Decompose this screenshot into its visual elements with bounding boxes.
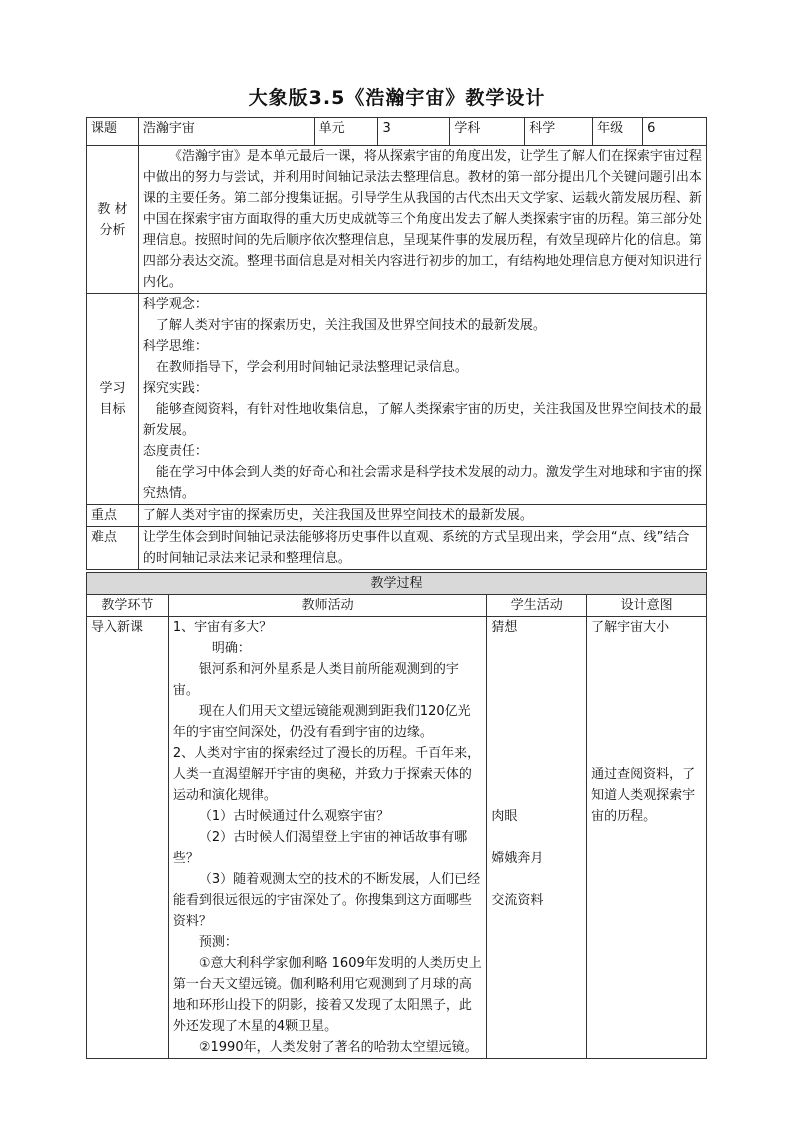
goals-label: 学习 目标	[87, 294, 139, 505]
unit-label: 单元	[314, 118, 378, 146]
topic-label: 课题	[87, 118, 139, 146]
student-change-e: 嫦娥奔月	[491, 851, 544, 866]
teacher-prediction-2: ②1990年，人类发射了著名的哈勃太空望远镜。	[198, 1040, 478, 1055]
design-intent-cell	[587, 617, 707, 1059]
process-header: 教学过程	[87, 573, 707, 595]
goal-heading-practice: 探究实践：	[142, 381, 208, 396]
intent-history: 通过查阅资料，了知道人类观探索宇宙的历程。	[591, 767, 696, 824]
goals-row	[87, 294, 707, 505]
teacher-prediction: 预测：	[198, 935, 238, 950]
col-teacher: 教师活动	[168, 595, 486, 617]
teaching-process-table	[86, 572, 707, 1059]
teacher-q2-3: （3）随着观测太空的技术的不断发展，人们已经能看到很远很远的宇宙深处了。你搜集到这方面哪些资料？	[172, 872, 481, 929]
document-title: 大象版3.5《浩瀚宇宙》教学设计	[248, 87, 546, 109]
teacher-q2: 2、人类对宇宙的探索经过了漫长的历程。千百年来，人类一直渴望解开宇宙的奥秘，并致力于探索天体的运动和演化规律。	[172, 746, 481, 803]
topic-value: 浩瀚宇宙	[138, 118, 314, 146]
process-row-intro	[87, 617, 707, 1059]
analysis-text: 《浩瀚宇宙》是本单元最后一课，将从探索宇宙的角度出发，让学生了解人们在探索宇宙过程中做出的努力与尝试，并利用时间轴记录法去整理信息。教材的第一部分提出几个关键问题引出本课的主要任务。第二部分搜集证据。引导学生从我国的古代杰出天文学家、运载火箭发展历程、新中国在探索宇宙方面取得的重大历史成就等三个角度出发去了解人类探索宇宙的历程。第三部分处理信息。按照时间的先后顺序依次整理信息，呈现某件事的发展历程，有效呈现碎片化的信息。第四部分表达交流。整理书面信息是对相关内容进行初步的加工，有结构地处理信息方便对知识进行内化。	[138, 146, 706, 294]
goal-text-attitude: 能在学习中体会到人类的好奇心和社会需求是科学技术发展的动力。激发学生对地球和宇宙的探究热情。	[142, 465, 702, 501]
stage-cell: 导入新课	[87, 617, 169, 1059]
teacher-prediction-1: ①意大利科学家伽利略 1609年发明的人类历史上第一台天文望远镜。伽利略利用它观测到了月球的高地和环形山投下的阴影，接着又发现了太阳黑子，此外还发现了木星的4颗卫星。	[172, 956, 482, 1034]
teacher-activity-cell	[168, 617, 486, 1059]
difficulty-row	[87, 527, 707, 570]
student-naked-eye: 肉眼	[491, 809, 518, 824]
unit-value: 3	[378, 118, 450, 146]
grade-value: 6	[643, 118, 707, 146]
lesson-info-table	[86, 117, 707, 570]
teacher-q1: 1、宇宙有多大？	[172, 620, 273, 635]
subject-label: 学科	[450, 118, 525, 146]
grade-label: 年级	[593, 118, 643, 146]
student-activity-cell	[487, 617, 587, 1059]
teacher-q2-2: （2）古时候人们渴望登上宇宙的神话故事有哪些？	[172, 830, 468, 866]
col-student: 学生活动	[487, 595, 587, 617]
analysis-row	[87, 146, 707, 294]
teacher-q1-answer2: 现在人们用天文望远镜能观测到距我们120亿光年的宇宙空间深处，仍没有看到宇宙的边缘。	[172, 704, 471, 740]
col-intent: 设计意图	[587, 595, 707, 617]
goal-text-thinking: 在教师指导下，学会利用时间轴记录法整理记录信息。	[155, 360, 468, 375]
teacher-q1-clarify: 明确：	[211, 641, 251, 656]
goal-heading-attitude: 态度责任：	[142, 444, 208, 459]
key-label: 重点	[87, 505, 139, 527]
difficulty-text: 让学生体会到时间轴记录法能够将历史事件以直观、系统的方式呈现出来，学会用“点、线”结合的时间轴记录法来记录和整理信息。	[138, 527, 706, 570]
goals-content	[138, 294, 706, 505]
goal-heading-concept: 科学观念：	[142, 297, 208, 312]
process-columns-row	[87, 595, 707, 617]
analysis-label: 教 材 分析	[87, 146, 139, 294]
goal-text-concept: 了解人类对宇宙的探索历史，关注我国及世界空间技术的最新发展。	[155, 318, 546, 333]
student-share: 交流资料	[491, 893, 544, 908]
teacher-q2-1: （1）古时候通过什么观察宇宙？	[198, 809, 390, 824]
key-row	[87, 505, 707, 527]
meta-row	[87, 118, 707, 146]
difficulty-label: 难点	[87, 527, 139, 570]
subject-value: 科学	[525, 118, 593, 146]
goal-heading-thinking: 科学思维：	[142, 339, 208, 354]
process-header-row	[87, 573, 707, 595]
teacher-q1-answer1: 银河系和河外星系是人类目前所能观测到的宇宙。	[172, 662, 459, 698]
intent-size: 了解宇宙大小	[591, 620, 670, 635]
student-guess: 猜想	[491, 620, 518, 635]
col-stage: 教学环节	[87, 595, 169, 617]
key-text: 了解人类对宇宙的探索历史，关注我国及世界空间技术的最新发展。	[138, 505, 706, 527]
goal-text-practice: 能够查阅资料，有针对性地收集信息，了解人类探索宇宙的历史，关注我国及世界空间技术的最新发展。	[142, 402, 702, 438]
